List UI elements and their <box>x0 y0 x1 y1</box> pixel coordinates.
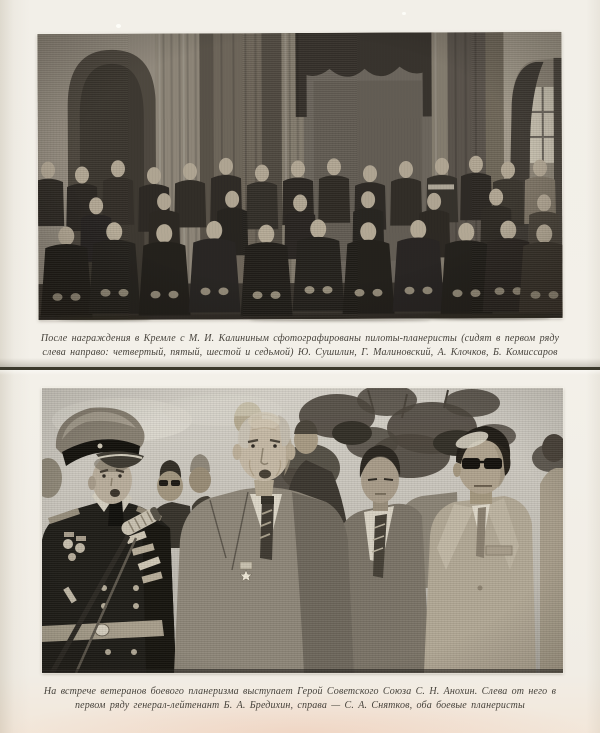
page-split-highlight <box>0 370 600 375</box>
photo-kremlin-group <box>37 32 562 320</box>
caption-bottom-line2: первом ряду генерал-лейтенант Б. А. Бредихин, справа — С. А. Снятков, оба боевые планеристы <box>75 700 525 711</box>
paper-speck <box>116 24 121 28</box>
page-edge-shadow <box>0 358 600 367</box>
caption-top-line2: слева направо: четвертый, пятый, шестой и седьмой) Ю. Сушилин, Г. Малиновский, А. Клочков, Б. Комиссаров <box>42 347 558 358</box>
photo-veterans-meeting <box>42 388 563 673</box>
paper-speck <box>402 12 406 15</box>
caption-bottom-line1: На встрече ветеранов боевого планеризма выступает Герой Советского Союза С. Н. Анохин. Слева от него в <box>43 686 557 697</box>
caption-top-line1: После награждения в Кремле с М. И. Калининым сфотографированы пилоты-планеристы (сидят в первом ряду <box>40 333 560 344</box>
photo-caption-top <box>40 332 560 360</box>
kremlin-photo-illustration <box>37 32 562 320</box>
veterans-photo-illustration <box>42 388 563 673</box>
scan-smudge <box>250 318 430 321</box>
scan-smudge <box>58 316 150 320</box>
scan-smudge <box>428 314 550 319</box>
photo-caption-bottom <box>40 685 560 713</box>
